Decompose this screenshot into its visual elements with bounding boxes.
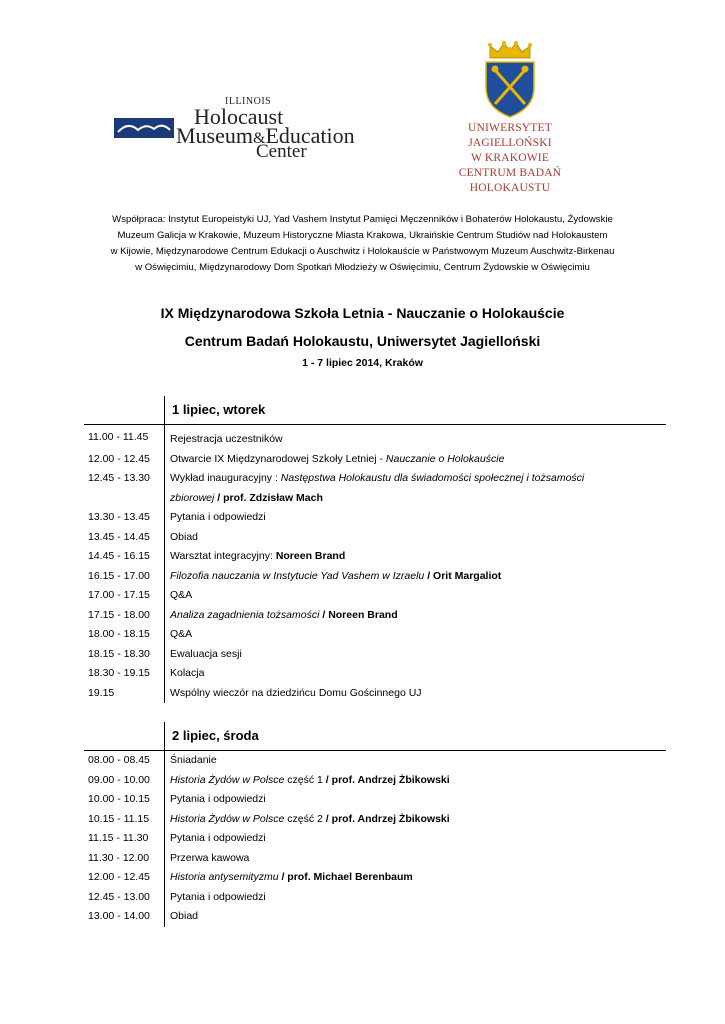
table-row [84, 625, 666, 645]
cooperation-line: w Oświęcimiu, Międzynarodowy Dom Spotkań Młodzieży w Oświęcimiu, Centrum Żydowskie w Oświęcimiu [135, 262, 590, 273]
table-row [84, 450, 666, 470]
date-location: 1 - 7 lipiec 2014, Kraków [302, 357, 423, 369]
table-row [84, 645, 666, 665]
row-description: Obiad [164, 528, 666, 548]
logo-holocaust-text: Holocaust [194, 104, 284, 129]
row-description: Pytania i odpowiedzi [164, 790, 666, 810]
uj-line-3: CENTRUM BADAŃ HOLOKAUSTU [458, 167, 562, 194]
row-time: 10.15 - 11.15 [88, 812, 150, 825]
row-description: Przerwa kawowa [164, 849, 666, 869]
row-time: 17.15 - 18.00 [88, 608, 150, 621]
table-row [84, 528, 666, 548]
table-row [84, 664, 666, 684]
row-time: 12.00 - 12.45 [88, 452, 150, 465]
row-description: Pytania i odpowiedzi [164, 508, 666, 528]
day-2-header [84, 722, 666, 751]
table-row [84, 508, 666, 528]
row-time: 13.45 - 14.45 [88, 530, 150, 543]
main-title: IX Międzynarodowa Szkoła Letnia - Nauczanie o Holokauście [160, 305, 565, 321]
table-row [84, 606, 666, 626]
row-time: 09.00 - 10.00 [88, 773, 150, 786]
row-time: 12.45 - 13.00 [88, 890, 150, 903]
row-description: Rejestracja uczestników [164, 425, 666, 450]
uj-name-text [425, 121, 595, 196]
row-time: 18.15 - 18.30 [88, 647, 150, 660]
day-1-title: 1 lipiec, wtorek [172, 402, 266, 417]
table-row [84, 907, 666, 927]
row-time: 14.45 - 16.15 [88, 550, 150, 562]
logo-museum-text: Museum&Education [176, 123, 355, 148]
logo-illinois-text: ILLINOIS [225, 96, 272, 107]
row-description: Filozofia nauczania w Instytucie Yad Vashem w Izraelu / Orit Margaliot [164, 567, 666, 587]
day-2-title: 2 lipiec, środa [172, 728, 259, 743]
row-description: Historia antysemityzmu / prof. Michael Berenbaum [164, 868, 666, 888]
row-time: 17.00 - 17.15 [88, 589, 150, 601]
row-description: Wykład inauguracyjny : Następstwa Holokaustu dla świadomości społecznej i tożsamości zbiorowej / prof. Zdzisław Mach [164, 469, 666, 508]
table-row [84, 425, 666, 450]
row-time: 12.00 - 12.45 [88, 871, 150, 883]
row-description: Kolacja [164, 664, 666, 684]
row-description: Warsztat integracyjny: Noreen Brand [164, 547, 666, 567]
table-row [84, 567, 666, 587]
row-description: Historia Żydów w Polsce część 2 / prof. Andrzej Żbikowski [164, 810, 666, 830]
day-1-schedule [84, 396, 666, 703]
row-description: Pytania i odpowiedzi [164, 829, 666, 849]
table-row [84, 684, 666, 704]
table-row [84, 868, 666, 888]
row-time: 16.15 - 17.00 [88, 569, 150, 582]
table-row [84, 849, 666, 869]
row-time: 12.45 - 13.30 [88, 472, 150, 484]
logo-center-text: Center [256, 141, 307, 162]
cooperation-line: Współpraca: Instytut Europeistyki UJ, Yad Vashem Instytut Pamięci Męczenników i Bohaterów Holokaustu, Żydowskie [112, 214, 613, 225]
row-time: 10.00 - 10.15 [88, 793, 150, 805]
row-description: Ewaluacja sesji [164, 645, 666, 665]
illinois-holocaust-museum-logo [114, 96, 355, 162]
row-time: 08.00 - 08.45 [88, 754, 150, 766]
table-row [84, 810, 666, 830]
cooperation-line: w Kijowie, Międzynarodowe Centrum Edukacji o Auschwitz i Holokauście w Państwowym Muzeum Auschwitz-Birkenau [110, 246, 615, 257]
row-time: 13.30 - 13.45 [88, 511, 150, 523]
table-row [84, 888, 666, 908]
row-description: Analiza zagadnienia tożsamości / Noreen Brand [164, 606, 666, 626]
row-description: Q&A [164, 625, 666, 645]
subtitle: Centrum Badań Holokaustu, Uniwersytet Jagielloński [184, 333, 541, 349]
jagiellonian-university-logo [425, 40, 595, 194]
day-2-schedule [84, 722, 666, 927]
row-time: 11.00 - 11.45 [88, 431, 149, 443]
cooperation-line: Muzeum Galicja w Krakowie, Muzeum Historyczne Miasta Krakowa, Ukraińskie Centrum Studiów nad Holokaustem [117, 230, 608, 241]
row-time: 11.15 - 11.30 [88, 832, 149, 844]
table-row [84, 771, 666, 791]
row-time: 11.30 - 12.00 [88, 851, 150, 864]
uj-crest-icon [481, 40, 539, 118]
table-row [84, 547, 666, 567]
row-time: 13.00 - 14.00 [88, 910, 150, 922]
table-row [84, 751, 666, 771]
row-description: Obiad [164, 907, 666, 927]
row-time: 18.30 - 19.15 [88, 667, 150, 679]
row-description: Historia Żydów w Polsce część 1 / prof. Andrzej Żbikowski [164, 771, 666, 791]
cooperation-paragraph [60, 212, 665, 276]
table-row [84, 829, 666, 849]
row-description: Wspólny wieczór na dziedzińcu Domu Gościnnego UJ [164, 684, 666, 704]
row-description: Śniadanie [164, 751, 666, 771]
table-row [84, 586, 666, 606]
row-time: 19.15 [88, 686, 115, 699]
table-row [84, 469, 666, 508]
uj-line-2: W KRAKOWIE [470, 152, 550, 164]
row-description: Q&A [164, 586, 666, 606]
row-description: Pytania i odpowiedzi [164, 888, 666, 908]
table-row [84, 790, 666, 810]
uj-line-1: UNIWERSYTET JAGIELLOŃSKI [468, 122, 552, 149]
day-1-header [84, 396, 666, 425]
museum-wave-icon [114, 118, 174, 138]
row-time: 18.00 - 18.15 [88, 628, 150, 640]
row-description: Otwarcie IX Międzynarodowej Szkoły Letniej - Nauczanie o Holokauście [164, 450, 666, 470]
